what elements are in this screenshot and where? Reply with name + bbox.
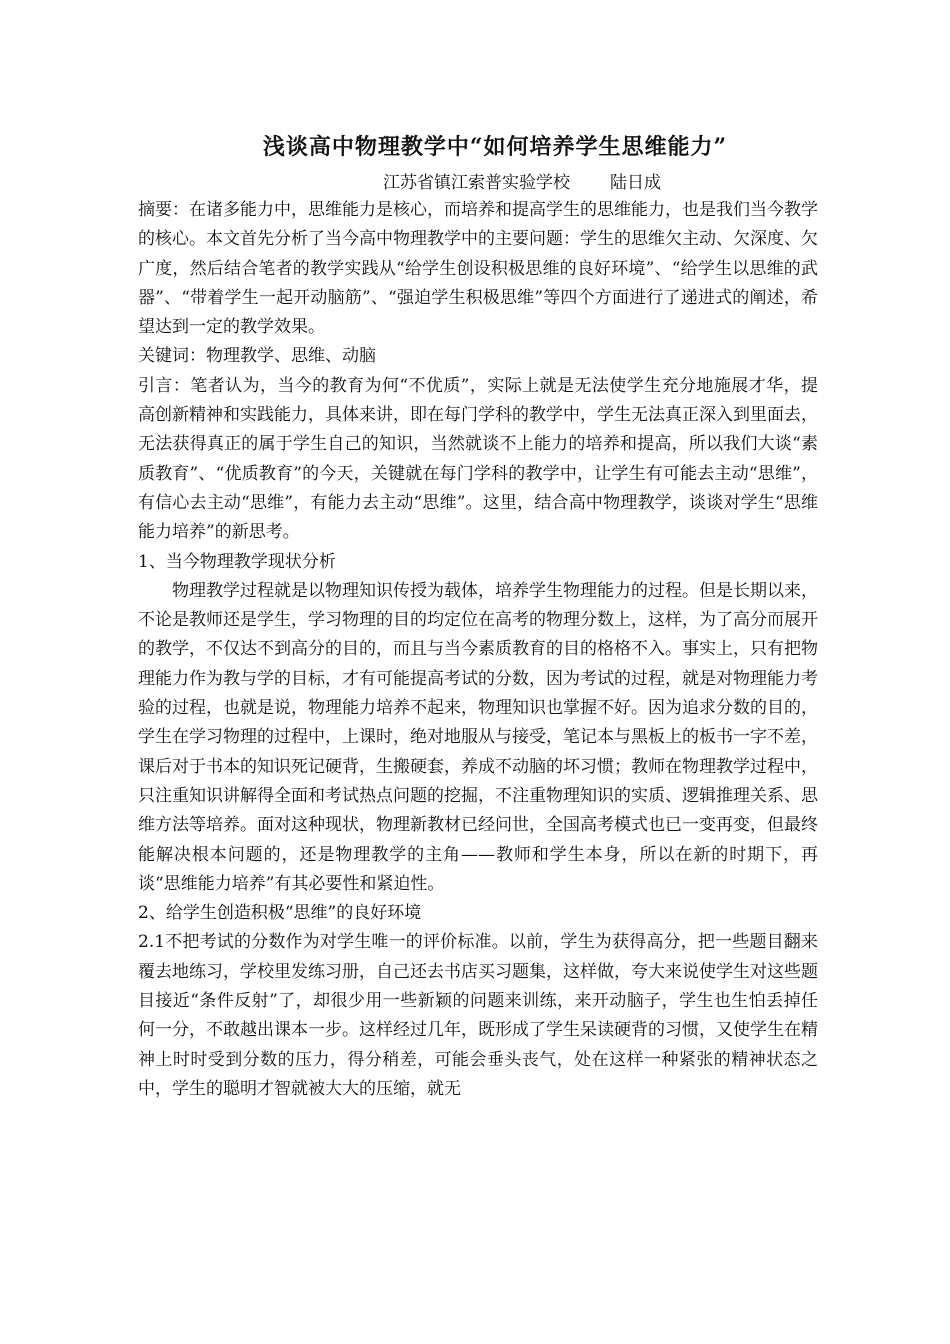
keywords-line: 关键词：物理教学、思维、动脑 [138,346,376,367]
author-name: 陆日成 [610,173,661,193]
section-2-1-paragraph: 2.1不把考试的分数作为对学生唯一的评价标准。以前，学生为获得高分，把一些题目翻来覆去地练习，学校里发练习册，自己还去书店买习题集，这样做，夸大来说使学生对这些题目接近“条件反射”了，却很少用一些新颖的问题来训练，来开动脑子，学生也生怕丢掉任何一分，不敢越出课本一步。这样经过几年，既形成了学生呆读硬背的习惯，又使学生在精神上时时受到分数的压力，得分稍差，可能会垂头丧气，处在这样一种紧张的精神状态之中，学生的聪明才智就被大大的压缩，就无 [138,932,818,1099]
section-1-heading: 1、当今物理教学现状分析 [138,551,336,572]
author-line [383,168,661,193]
abstract-paragraph: 摘要：在诸多能力中，思维能力是核心，而培养和提高学生的思维能力，也是我们当今教学的核心。本文首先分析了当今高中物理教学中的主要问题：学生的思维欠主动、欠深度、欠广度，然后结合笔者的教学实践从“给学生创设积极思维的良好环境”、“给学生以思维的武器”、“带着学生一起开动脑筋”、“强迫学生积极思维”等四个方面进行了递进式的阐述，希望达到一定的教学效果。 [138,200,818,338]
intro-paragraph: 引言：笔者认为，当今的教育为何“不优质”，实际上就是无法使学生充分地施展才华，提高创新精神和实践能力，具体来讲，即在每门学科的教学中，学生无法真正深入到里面去，无法获得真正的属于学生自己的知识，当然就谈不上能力的培养和提高，所以我们大谈“素质教育”、“优质教育”的今天，关键就在每门学科的教学中，让学生有可能去主动“思维”，有信心去主动“思维”，有能力去主动“思维”。这里，结合高中物理教学，谈谈对学生“思维能力培养”的新思考。 [138,375,818,543]
section-1-paragraph: 物理教学过程就是以物理知识传授为载体，培养学生物理能力的过程。但是长期以来，不论是教师还是学生，学习物理的目的均定位在高考的物理分数上，这样，为了高分而展开的教学，不仅达不到高分的目的，而且与当今素质教育的目的格格不入。事实上，只有把物理能力作为教与学的目标，才有可能提高考试的分数，因为考试的过程，就是对物理能力考验的过程，也就是说，物理能力培养不起来，物理知识也掌握不好。因为追求分数的目的，学生在学习物理的过程中，上课时，绝对地服从与接受，笔记本与黑板上的板书一字不差，课后对于书本的知识死记硬背，生搬硬套，养成不动脑的坏习惯；教师在物理教学过程中，只注重知识讲解得全面和考试热点问题的挖掘，不注重物理知识的实质、逻辑推理关系、思维方法等培养。面对这种现状，物理新教材已经问世，全国高考模式也已一变再变，但最终能解决根本问题的，还是物理教学的主角——教师和学生本身，所以在新的时期下，再谈“思维能力培养”有其必要性和紧迫性。 [138,580,818,894]
section-2-heading: 2、给学生创造积极“思维”的良好环境 [138,903,422,924]
document-title: 浅谈高中物理教学中“如何培养学生思维能力” [262,134,728,160]
document-body [138,196,818,1104]
author-school: 江苏省镇江索普实验学校 [383,173,570,193]
